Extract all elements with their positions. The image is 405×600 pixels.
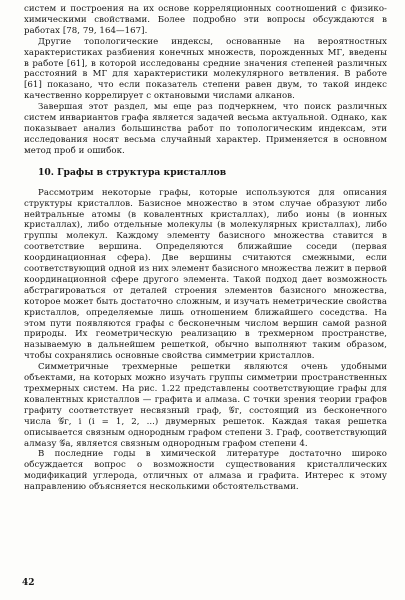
paragraph-topological-indices: Другие топологические индексы, основанные на вероятностных характеристиках разбиения конечных множеств, порожденных МГ, введены в работе [61], в которой исследованы средние значения степеней различных расстояний в МГ для характеристики молекулярного ветвления. В работе [61] показано, что если показатель степени равен двум, то такой индекс качественно коррелирует с октановыми числами алканов. xyxy=(24,36,387,102)
paragraph-symmetric-lattices: Симметричные трехмерные решетки являются очень удобными объектами, на которых можно изучать группы симметрии пространственных трехмерных систем. На рис. 1.22 представлены соответствующие графы для ковалентных кристаллов — графита и алмаза. С точки зрения теории графов графиту соответствует несвязный граф, 𝒢г, состоящий из бесконечного числа 𝒢г, i (i = 1, 2, ...) двумерных решеток. Каждая такая решетка описывается связным однородным графом степени 3. Граф, соответствующий алмазу 𝒢а, является связным однородным графом степени 4. xyxy=(24,362,387,449)
section-heading: 10. Графы в структура кристаллов xyxy=(38,166,227,178)
paragraph-carbon-modifications: В последние годы в химической литературе достаточно широко обсуждается вопрос о возможности существования кристаллических модификаций углерода, отличных от алмаза и графита. Интерес к этому направлению объясняется несколькими обстоятельствами. xyxy=(24,449,387,493)
paragraph-continuation: систем и построения на их основе корреляционных соотношений с физико-химическими свойствами. Более подробно эти вопросы обсуждаются в работах [78, 79, 164—167]. xyxy=(24,4,387,36)
paragraph-crystal-graphs: Рассмотрим некоторые графы, которые используются для описания структуры кристаллов. Базисное множество в этом случае образуют либо нейтральные атомы (в ковалентных кристаллах), либо ионы (в ионных кристаллах), либо отдельные молекулы (в молекулярных кристаллах), либо группы молекул. Каждому элементу базисного множества ставится в соответствие вершина. Определяются ближайшие соседи (первая координационная сфера). Две вершины считаются смежными, если соответствующий одной из них элемент базисного множества лежит в первой координационной сфере другого элемента. Такой подход дает возможность абстрагироваться от деталей строения элементов базисного множества, которое может быть достаточно сложным, и изучать неметрические свойства кристаллов, определяемые лишь отношением ближайшего соседства. На этом пути появляются графы с бесконечным числом вершин самой разной природы. Их геометрическую реализацию в трехмерном пространстве, называемую в дальнейшем решеткой, обычно выполняют таким образом, чтобы сохранялись основные свойства симметрии кристаллов. xyxy=(24,187,387,362)
paragraph-section-conclusion: Завершая этот раздел, мы еще раз подчеркнем, что поиск различных систем инвариантов графа является задачей весьма актуальной. Однако, как показывает анализ большинства работ по топологическим индексам, эти исследования носят весьма случайный характер. Применяется в основном метод проб и ошибок. xyxy=(24,102,387,156)
page-number: 42 xyxy=(22,578,35,588)
